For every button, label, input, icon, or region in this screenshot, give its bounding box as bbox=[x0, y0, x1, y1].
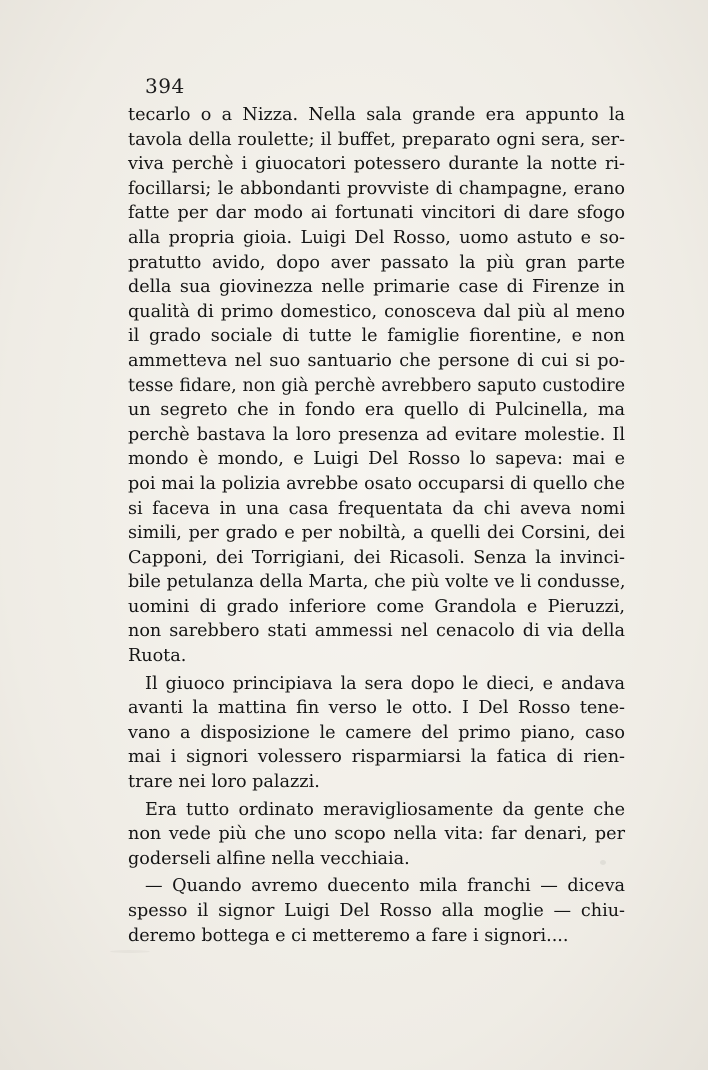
text-line: poi mai la polizia avrebbe osato occuparsi di quello che bbox=[128, 473, 625, 494]
text-line: pratutto avido, dopo aver passato la più gran parte bbox=[128, 252, 625, 273]
text-line: non sarebbero stati ammessi nel cenacolo di via della bbox=[128, 621, 625, 642]
text-line: spesso il signor Luigi Del Rosso alla moglie — chiu- bbox=[128, 901, 625, 921]
text-line: bile petulanza della Marta, che più volte ve li condusse, bbox=[128, 572, 626, 593]
text-line: fatte per dar modo ai fortunati vincitori di dare sfogo bbox=[128, 203, 625, 224]
text-line: il grado sociale di tutte le famiglie fiorentine, e non bbox=[128, 326, 625, 347]
text-line: della sua giovinezza nelle primarie case di Firenze in bbox=[128, 277, 625, 298]
text-line: Era tutto ordinato meravigliosamente da gente che bbox=[145, 799, 625, 820]
text-line: tavola della roulette; il buffet, preparato ogni sera, ser- bbox=[128, 129, 625, 150]
paper-speck bbox=[110, 950, 150, 953]
text-line: simili, per grado e per nobiltà, a quelli dei Corsini, dei bbox=[128, 523, 625, 544]
page-number: 394 bbox=[145, 74, 185, 98]
text-line: trare nei loro palazzi. bbox=[128, 772, 320, 793]
page-body bbox=[128, 103, 625, 948]
text-line: alla propria gioia. Luigi Del Rosso, uomo astuto e so- bbox=[128, 227, 625, 248]
text-line: Ruota. bbox=[128, 646, 187, 667]
text-line: qualità di primo domestico, conosceva dal più al meno bbox=[128, 301, 625, 322]
text-line: deremo bottega e ci metteremo a fare i signori.... bbox=[128, 925, 569, 946]
text-line: perchè bastava la loro presenza ad evitare molestie. Il bbox=[128, 424, 625, 445]
text-line: Capponi, dei Torrigiani, dei Ricasoli. Senza la invinci- bbox=[128, 547, 625, 568]
text-line: avanti la mattina fin verso le otto. I Del Rosso tene- bbox=[128, 698, 625, 719]
text-line: si faceva in una casa frequentata da chi aveva nomi bbox=[128, 498, 625, 519]
text-line: mai i signori volessero risparmiarsi la fatica di rien- bbox=[128, 747, 625, 768]
text-line: viva perchè i giuocatori potessero durante la notte ri- bbox=[128, 154, 625, 175]
text-line: Il giuoco principiava la sera dopo le dieci, e andava bbox=[145, 673, 625, 694]
text-line: focillarsi; le abbondanti provviste di champagne, erano bbox=[128, 178, 625, 199]
text-line: ammetteva nel suo santuario che persone di cui si po- bbox=[128, 350, 625, 371]
text-line: vano a disposizione le camere del primo piano, caso bbox=[128, 722, 625, 743]
text-line: un segreto che in fondo era quello di Pulcinella, ma bbox=[128, 400, 625, 421]
text-line: — Quando avremo duecento mila franchi — diceva bbox=[145, 876, 625, 897]
text-line: goderseli alfine nella vecchiaia. bbox=[128, 848, 410, 869]
text-line: tesse fidare, non già perchè avrebbero saputo custodire bbox=[128, 375, 625, 396]
text-line: mondo è mondo, e Luigi Del Rosso lo sapeva: mai e bbox=[128, 449, 625, 470]
text-line: non vede più che uno scopo nella vita: far denari, per bbox=[128, 824, 625, 845]
text-line: tecarlo o a Nizza. Nella sala grande era appunto la bbox=[128, 105, 625, 125]
text-line: uomini di grado inferiore come Grandola e Pieruzzi, bbox=[128, 596, 625, 617]
